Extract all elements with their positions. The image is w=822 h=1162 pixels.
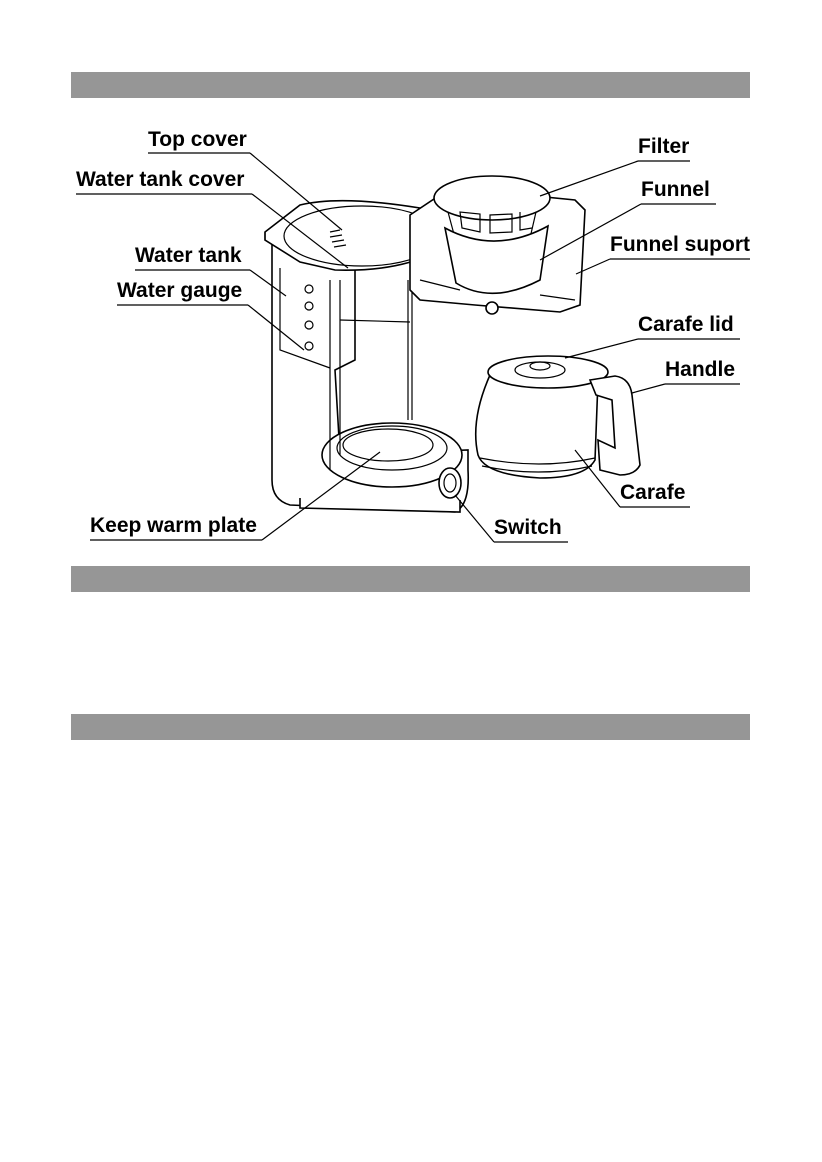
label-funnel-suport: [576, 233, 750, 274]
label-switch-text: Switch: [494, 516, 562, 539]
label-funnel-text: Funnel: [641, 178, 710, 201]
label-carafe-text: Carafe: [620, 481, 686, 504]
label-handle-text: Handle: [665, 358, 736, 381]
label-filter-text: Filter: [638, 135, 690, 158]
label-carafe-lid: [565, 313, 740, 358]
label-top-cover-text: Top cover: [148, 128, 247, 151]
label-carafe-lid-text: Carafe lid: [638, 313, 734, 336]
label-water-gauge-text: Water gauge: [117, 279, 243, 302]
coffee-maker-diagram: [0, 0, 822, 560]
label-funnel-suport-text: Funnel suport: [610, 233, 750, 256]
label-water-tank-text: Water tank: [135, 244, 242, 267]
label-keep-warm-plate-text: Keep warm plate: [90, 514, 257, 537]
carafe-illustration: [476, 356, 640, 478]
label-switch: [455, 495, 568, 542]
label-water-tank-cover-text: Water tank cover: [76, 168, 245, 191]
section-header-bar-2: [71, 566, 750, 592]
section-header-bar-3: [71, 714, 750, 740]
label-handle: [632, 358, 740, 393]
